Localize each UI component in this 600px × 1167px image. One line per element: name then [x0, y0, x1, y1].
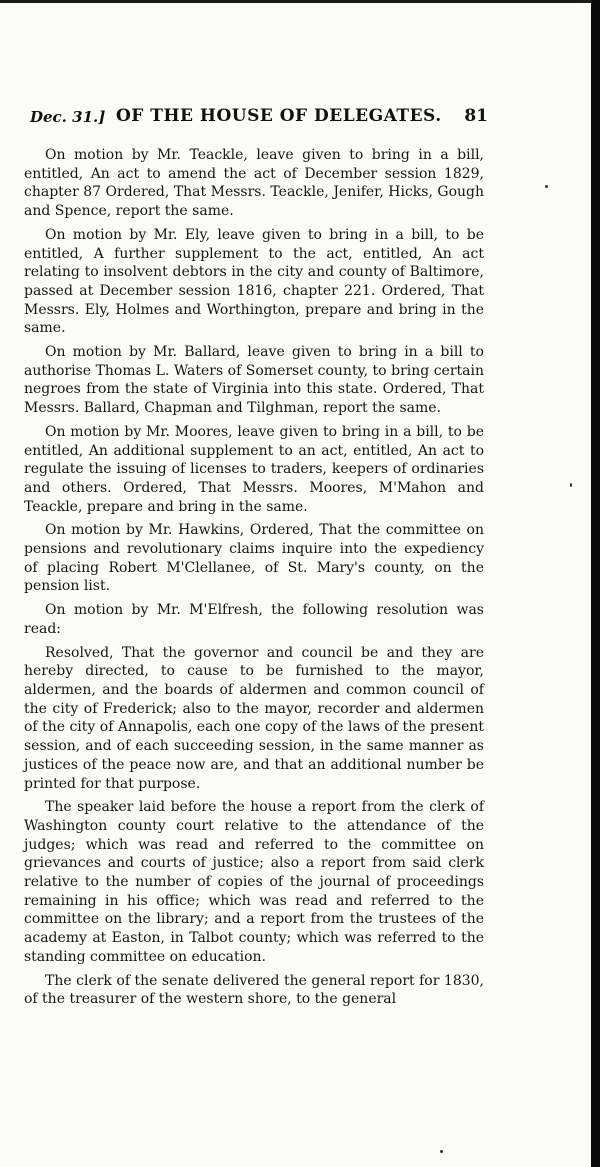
page-number: 81: [464, 106, 488, 126]
paragraph-resolution: Resolved, That the governor and council be and they are hereby directed, to cause to be furnished to the mayor, aldermen, and the boards of aldermen and common council of the city of Frederick; also to the mayor, recorder and aldermen of the city of Annapolis, each one copy of the laws of the present session, and of each succeeding session, in the same manner as justices of the peace now are, and that an additional number be printed for that purpose.: [24, 644, 484, 792]
paragraph-teackle-motion: On motion by Mr. Teackle, leave given to bring in a bill, entitled, An act to amend the act of December session 1829, chapter 87 Ordered, That Messrs. Teackle, Jenifer, Hicks, Gough and Spence, report the same.: [24, 147, 484, 220]
header-date: Dec. 31.]: [30, 108, 106, 126]
paragraph-ely-motion: On motion by Mr. Ely, leave given to bring in a bill, to be entitled, A further supplement to the act, entitled, An act relating to insolvent debtors in the city and county of Baltimore, passed at December session 1816, chapter 221. Ordered, That Messrs. Ely, Holmes and Worthington, prepare and bring in the same.: [24, 226, 484, 337]
paragraph-melfresh-motion: On motion by Mr. M'Elfresh, the following resolution was read:: [24, 602, 484, 637]
paragraph-moores-motion: On motion by Mr. Moores, leave given to bring in a bill, to be entitled, An additional supplement to an act, entitled, An act to regulate the issuing of licenses to traders, keepers of ordinaries and others. Ordered, That Messrs. Moores, M'Mahon and Teackle, prepare and bring in the same.: [24, 423, 484, 515]
scan-speck: [545, 185, 548, 188]
scan-border-right: [591, 0, 600, 1167]
scan-speck: [440, 1150, 443, 1153]
paragraph-ballard-motion: On motion by Mr. Ballard, leave given to bring in a bill to authorise Thomas L. Waters of Somerset county, to bring certain negroes from the state of Virginia into this state. Ordered, That Messrs. Ballard, Chapman and Tilghman, report the same.: [24, 344, 484, 417]
header-title: OF THE HOUSE OF DELEGATES.: [116, 106, 442, 126]
running-header: [28, 106, 488, 132]
scan-speck: [570, 483, 572, 487]
paragraph-senate-clerk: The clerk of the senate delivered the general report for 1830, of the treasurer of the western shore, to the general: [24, 972, 484, 1008]
journal-body: [24, 146, 484, 1012]
scan-border-top: [0, 0, 600, 3]
paragraph-speaker-report: The speaker laid before the house a report from the clerk of Washington county court relative to the attendance of the judges; which was read and referred to the committee on grievances and courts of justice; also a report from said clerk relative to the number of copies of the journal of proceedings remaining in his office; which was read and referred to the committee on the library; and a report from the trustees of the academy at Easton, in Talbot county; which was referred to the standing committee on education.: [24, 799, 484, 965]
paragraph-hawkins-motion: On motion by Mr. Hawkins, Ordered, That the committee on pensions and revolutionary claims inquire into the expediency of placing Robert M'Clellanee, of St. Mary's county, on the pension list.: [24, 522, 484, 595]
